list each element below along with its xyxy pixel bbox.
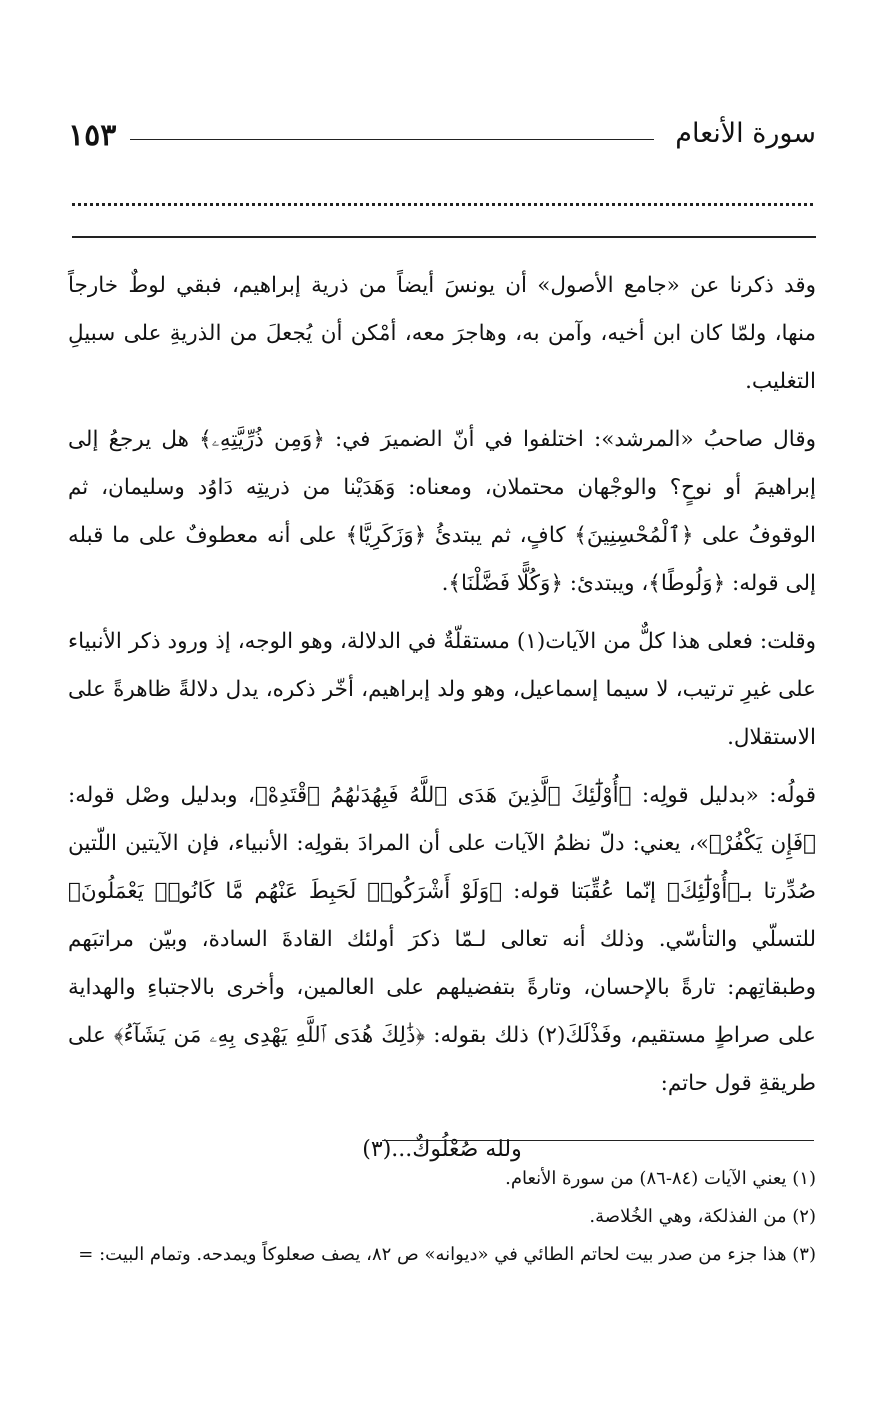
page-number: ١٥٣ [68,118,117,153]
footnote-3: (٣) هذا جزء من صدر بيت لحاتم الطائي في «ديوانه» ص ٨٢، يصف صعلوكاً ويمدحه. وتمام البيت: = [78,1244,816,1265]
footnote-2: (٢) من الفذلكة، وهي الخُلاصة. [589,1206,816,1227]
paragraph-4: قولُه: «بدليل قولِه: ﴿أُوْلَٰٓئِكَ ٱلَّذِينَ هَدَى ٱللَّهُ فَبِهُدَىٰهُمُ ٱقْتَدِهْ﴾، وبدليل وصْل قوله: ﴿فَإِن يَكْفُرْ﴾»، يعني: دلّ نظمُ الآيات على أن المرادَ بقولِه: الأنبياء، فإن الآيتين اللّتين صُدِّرتا بـ﴿أُوْلَٰٓئِكَ﴾ إنّما عُقِّبَتا قوله: ﴿وَلَوْ أَشْرَكُوا۟ لَحَبِطَ عَنْهُم مَّا كَانُوا۟ يَعْمَلُونَ﴾ للتسلّي والتأسّي. وذلك أنه تعالى لـمّا ذكرَ أولئك القادةَ السادة، وبيّن مراتبَهم وطبقاتِهم: تارةً بالإحسان، وتارةً بتفضيلهم على العالمين، وأخرى بالاجتباءِ والهداية على صراطٍ مستقيم، وفَذْلَكَ(٢) ذلك بقوله: ﴿ذَٰلِكَ هُدَى ٱللَّهِ يَهْدِى بِهِۦ مَن يَشَآءُ﴾ على طريقةِ قول حاتم: [68,783,816,1096]
header-rule [130,139,654,140]
footnotes [68,1160,816,1274]
footnote-rule [382,1140,814,1141]
page-header [68,118,816,158]
text-top-rule [72,236,816,238]
dotted-separator [72,203,813,218]
surah-title: سورة الأنعام [675,118,816,149]
poetry-verse: ولله صُعْلُوكٌ...(٣) [362,1137,522,1162]
footnote-1: (١) يعني الآيات (٨٤-٨٦) من سورة الأنعام. [505,1168,816,1189]
paragraph-3: وقلت: فعلى هذا كلٌّ من الآيات(١) مستقلّةٌ في الدلالة، وهو الوجه، إذ ورود ذكر الأنبياء على غيرِ ترتيب، لا سيما إسماعيل، وهو ولد إبراهيم، أخّر ذكره، يدل دلالةً ظاهرةً على الاستقلال. [68,629,816,750]
paragraph-1: وقد ذكرنا عن «جامع الأصول» أن يونسَ أيضاً من ذرية إبراهيم، فبقي لوطٌ خارجاً منها، ولمّا كان ابن أخيه، وآمن به، وهاجرَ معه، أمْكن أن يُجعلَ من الذريةِ على سبيلِ التغليب. [68,273,816,394]
main-text [68,262,816,1174]
paragraph-2: وقال صاحبُ «المرشد»: اختلفوا في أنّ الضميرَ في: ﴿وَمِن ذُرِّيَّتِهِۦ﴾ هل يرجعُ إلى إبراهيمَ أو نوحٍ؟ والوجْهان محتملان، ومعناه: وَهَدَيْنا من ذريتِه دَاوُد وسليمان، ثم الوقوفُ على ﴿ٱلْمُحْسِنِينَ﴾ كافٍ، ثم يبتدئُ ﴿وَزَكَرِيَّا﴾ على أنه معطوفٌ على ما قبله إلى قوله: ﴿وَلُوطًا﴾، ويبتدئ: ﴿وَكُلًّا فَضَّلْنَا﴾. [68,427,816,596]
